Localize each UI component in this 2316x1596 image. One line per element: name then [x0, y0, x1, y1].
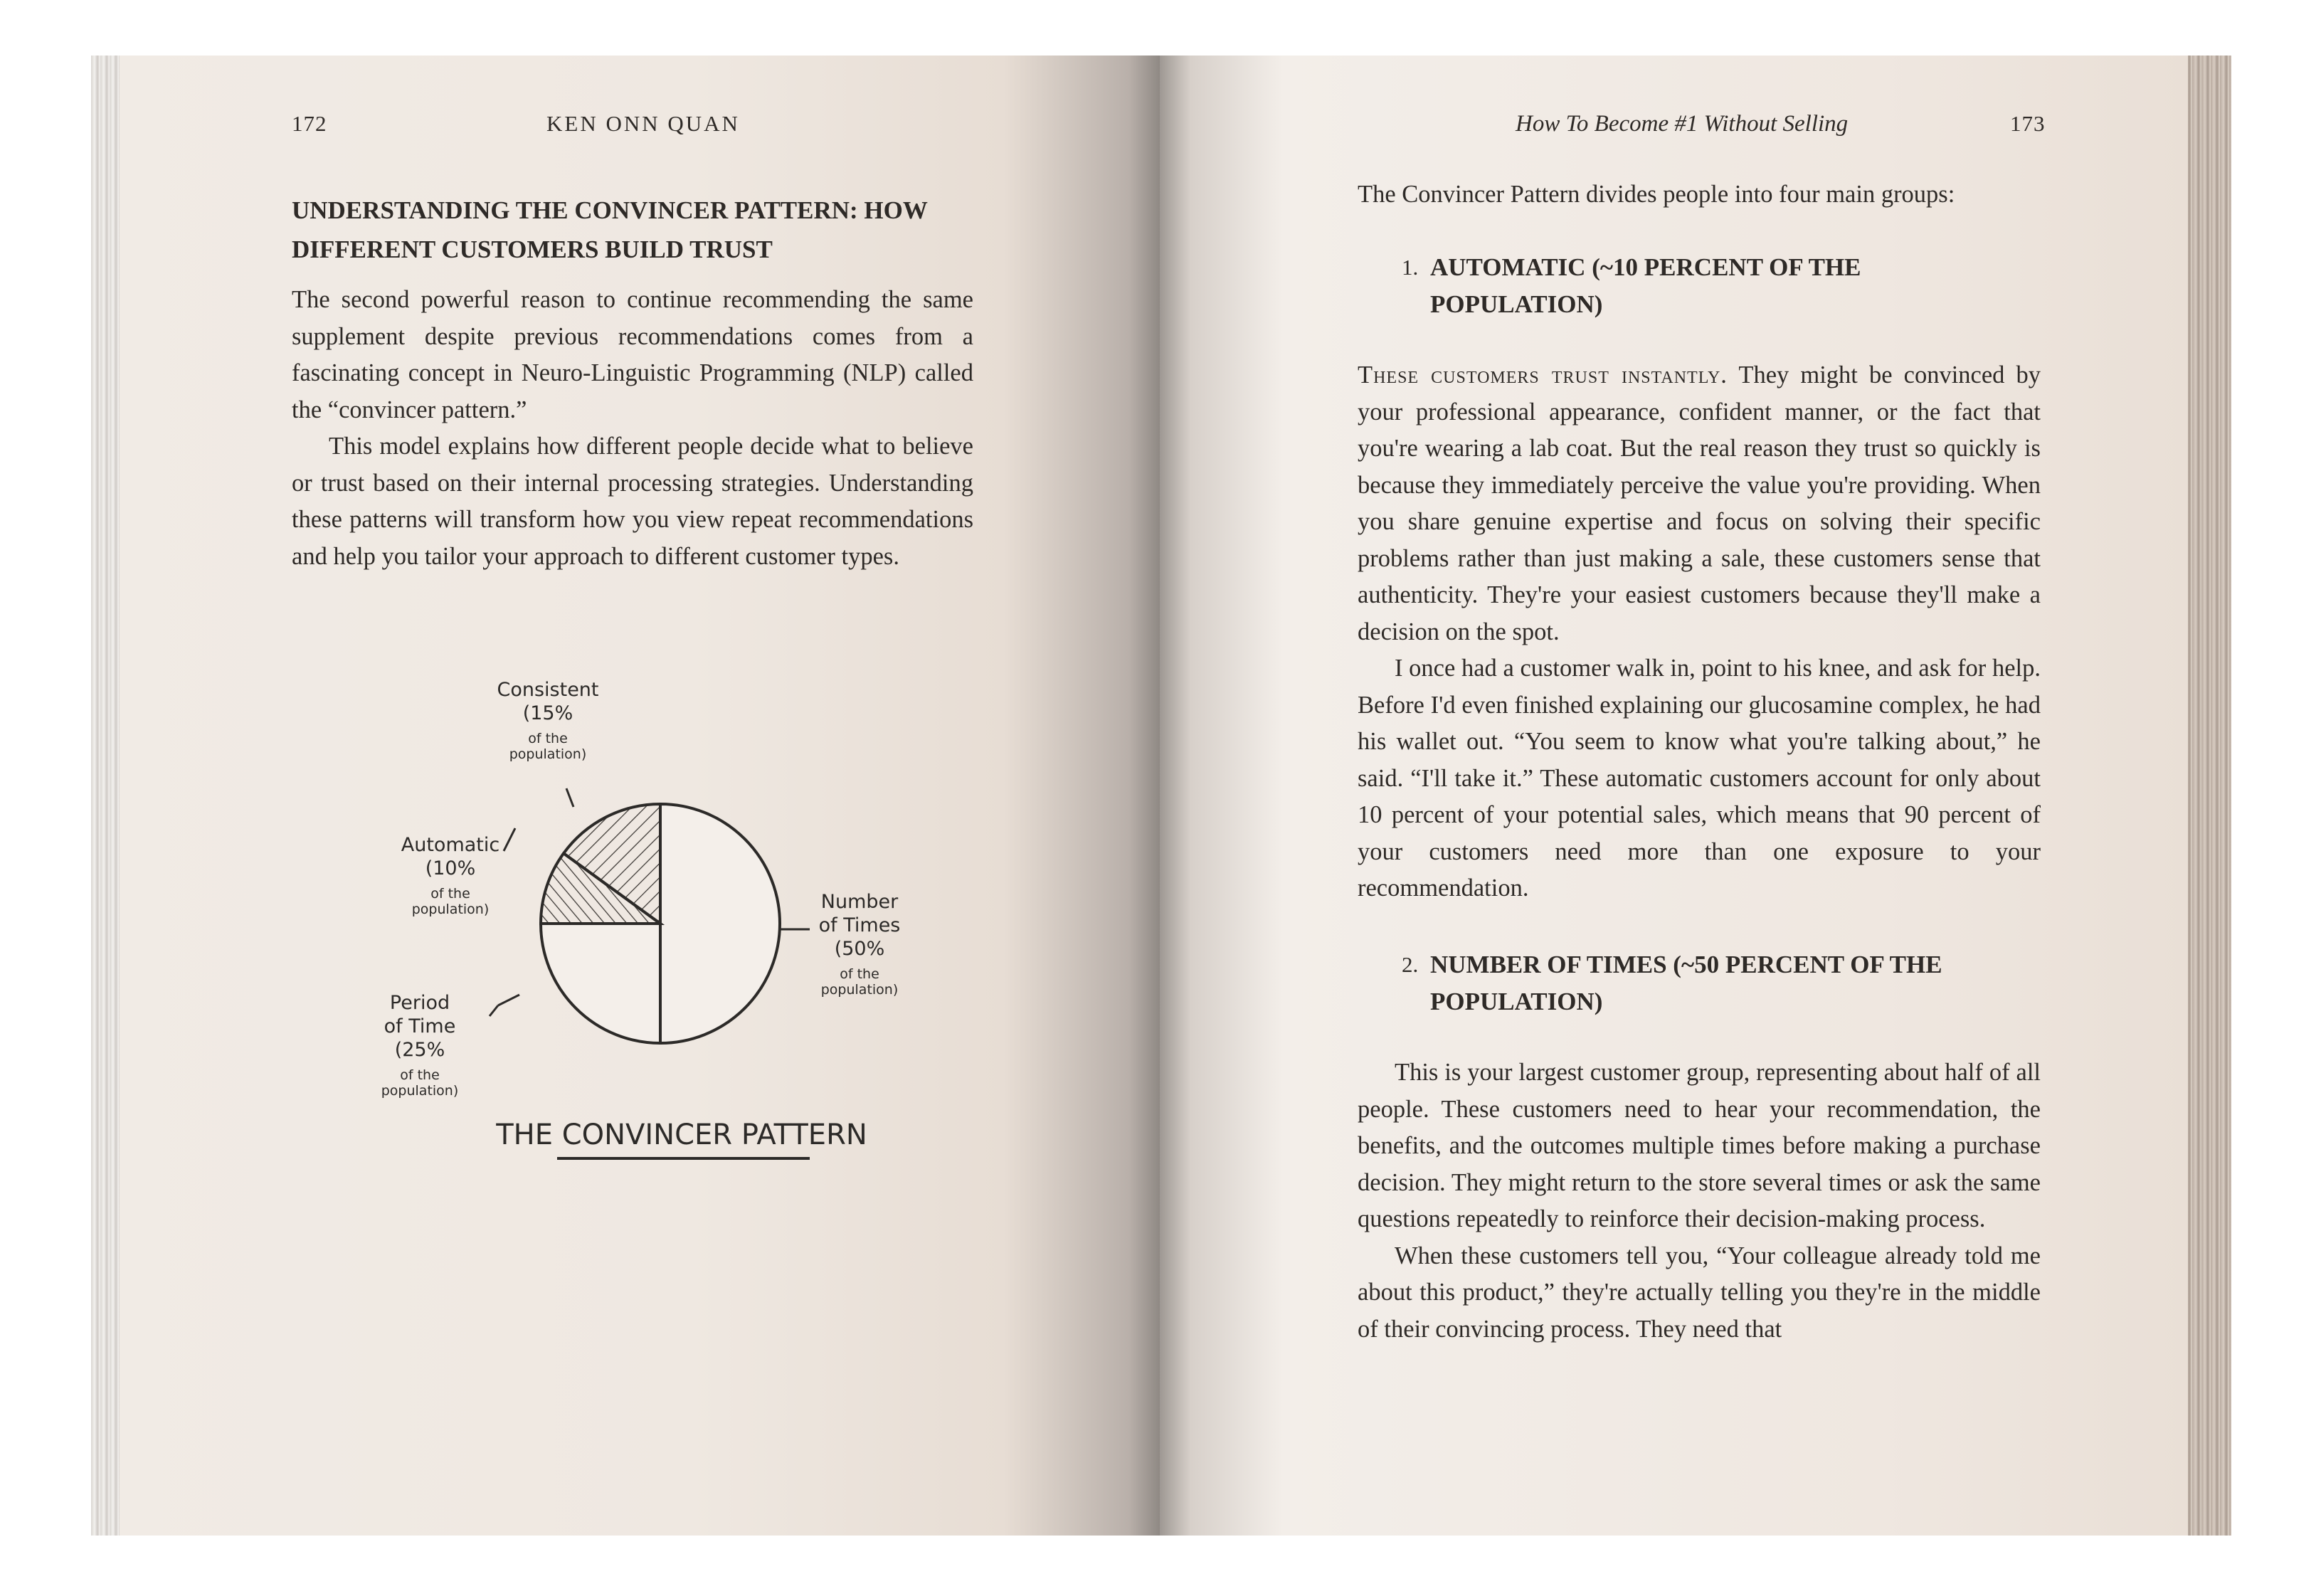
number-of-times-paragraph-1: This is your largest customer group, representing about half of all people. These customers need to hear your recommendation, the benefits, and the outcomes multiple times before making a purchase decision. They might return to the store several times or ask the same questions repeatedly to reinforce their decision-making process. [1358, 1059, 2041, 1232]
label-period-line-3: (25% [394, 1039, 445, 1061]
label-number-line-5: population) [820, 982, 899, 998]
label-consistent-line-1: Consistent [497, 679, 599, 701]
automatic-paragraph-1 [1358, 357, 2041, 650]
label-period-line-4: of the [400, 1067, 440, 1083]
leader-line-period-2 [498, 995, 519, 1005]
intro-line: The Convincer Pattern divides people into four main groups: [1358, 181, 1955, 208]
list-number-2: 2. [1402, 952, 1419, 977]
left-body-text [292, 282, 973, 575]
label-automatic-line-4: population) [411, 902, 490, 917]
label-consistent-line-4: population) [509, 746, 587, 762]
list-label-1: AUTOMATIC (~10 PERCENT OF THE POPULATION) [1430, 253, 1861, 318]
section-heading: UNDERSTANDING THE CONVINCER PATTERN: HOW DIFFERENT CUSTOMERS BUILD TRUST [292, 196, 928, 263]
convincer-pattern-chart [381, 679, 973, 1194]
leader-line-consistent [566, 788, 573, 807]
automatic-section-text [1358, 357, 2041, 907]
pie-slice-number-of-times [660, 804, 780, 1043]
label-number-line-1: Number [820, 891, 899, 913]
leader-line-period-1 [490, 1005, 498, 1016]
right-page-number: 173 [2010, 111, 2046, 136]
leader-line-automatic [504, 828, 515, 851]
label-period-line-5: population) [381, 1083, 459, 1099]
small-caps-lead: These customers trust instantly. [1358, 361, 1728, 389]
label-consistent-line-3: of the [528, 731, 568, 746]
label-period-line-2: of Time [384, 1015, 456, 1037]
left-page [120, 56, 1160, 1536]
label-consistent-line-2: (15% [522, 702, 573, 724]
right-page [1160, 56, 2188, 1536]
automatic-paragraph-2: I once had a customer walk in, point to his knee, and ask for help. Before I'd even finished explaining our glucosamine complex, he had his wallet out. “You seem to know what you're talking about,” he said. “I'll take it.” These automatic customers account for only about 10 percent of your potential sales, which means that 90 percent of your customers need more than one exposure to your recommendation. [1358, 655, 2041, 902]
left-page-number: 172 [292, 111, 327, 136]
left-running-head: KEN ONN QUAN [546, 111, 740, 136]
pie-slice-period-of-time [541, 924, 660, 1043]
right-running-head: How To Become #1 Without Selling [1516, 111, 1849, 137]
pie-slices [541, 804, 780, 1043]
label-automatic-line-3: of the [430, 886, 470, 902]
chart-title: THE CONVINCER PATTERN [496, 1119, 867, 1151]
right-page-edges [2183, 56, 2231, 1536]
number-of-times-section-text [1358, 1055, 2041, 1348]
automatic-paragraph-1-body: They might be convinced by your professional appearance, confident manner, or the fact that you're wearing a lab coat. But the real reason they trust so quickly is because they immediately perceive the value you're providing. When you share genuine expertise and focus on solving their specific problems rather than just making a sale, these customers sense that authenticity. They're your easiest customers because they'll make a decision on the spot. [1358, 361, 2041, 645]
label-number-line-3: (50% [834, 938, 885, 960]
label-period-line-1: Period [389, 992, 450, 1014]
left-paragraph-2: This model explains how different people decide what to believe or trust based on their internal processing strategies. Understanding these patterns will transform how you view repeat recommendations and help you tailor your approach to different customer types. [292, 433, 973, 570]
label-number-line-2: of Times [818, 914, 901, 936]
label-automatic-line-2: (10% [425, 857, 476, 879]
label-number-line-4: of the [840, 966, 879, 982]
left-paragraph-1: The second powerful reason to continue recommending the same supplement despite previous recommendations comes from a fascinating concept in Neuro-Linguistic Programming (NLP) called the “convincer pattern.” [292, 286, 973, 423]
list-label-2: NUMBER OF TIMES (~50 PERCENT OF THE POPULATION) [1430, 951, 1942, 1015]
label-automatic-line-1: Automatic [401, 834, 500, 856]
list-number-1: 1. [1402, 255, 1419, 280]
number-of-times-paragraph-2: When these customers tell you, “Your colleague already told me about this product,” they're actually telling you they're in the middle of their convincing process. They need that [1358, 1242, 2041, 1343]
